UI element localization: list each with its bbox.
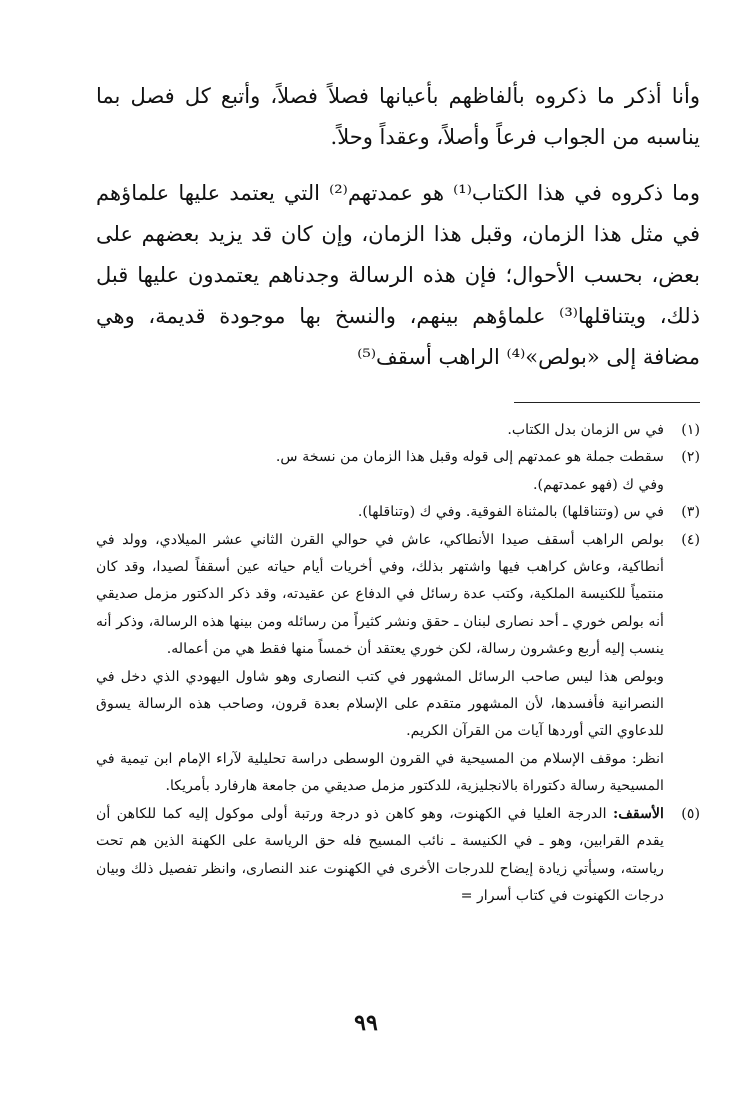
footnote-number: (٥) [681, 805, 700, 822]
footnote-term: الأسقف: [612, 805, 664, 822]
footnote-text: سقطت جملة هو عمدتهم إلى قوله وقبل هذا الزمان من نسخة س. [275, 449, 664, 466]
footnote-number: (٣) [681, 504, 700, 521]
footnote-number: (٤) [681, 531, 700, 548]
footnote-text: في س (وتتناقلها) بالمثناة الفوقية. وفي ك (وتناقلها). [357, 504, 664, 521]
footnote-4-reference: انظر: موقف الإسلام من المسيحية في القرون الوسطى دراسة تحليلية لآراء الإمام ابن تيمية في المسيحية رسالة دكتوراة بالانجليزية، للدكتور مزمل صديقي من جامعة هارفارد بأمريكا. [96, 750, 664, 795]
footnote-2 [96, 444, 700, 499]
footnote-3 [96, 499, 700, 526]
footnote-definition: الدرجة العليا في الكهنوت، وهو كاهن ذو درجة ورتبة أولى موكول إليه كما للكاهن أن يقدم القرابين، وهو ـ في الكنيسة ـ نائب المسيح فله حق الرياسة على الكهنة الذين هم تحت رياسته، وسيأتي زيادة إيضاح للدرجات الأخرى في الكهنوت عند النصارى، وانظر تفصيل ذلك وبيان درجات الكهنوت في كتاب أسرار = [96, 805, 664, 904]
footnote-number: (٢) [681, 449, 700, 466]
main-paragraph-1: وأنا أذكر ما ذكروه بألفاظهم بأعيانها فصلاً فصلاً، وأتبع كل فصل بما يناسبه من الجواب فرعاً وأصلاً، وعقداً وحلاً. [96, 84, 700, 149]
footnote-text: وفي ك (فهو عمدتهم). [533, 476, 664, 493]
main-text [96, 76, 700, 378]
main-paragraph-2: وما ذكروه في هذا الكتاب⁽¹⁾ هو عمدتهم⁽²⁾ التي يعتمد عليها علماؤهم في مثل هذا الزمان، وقبل هذا الزمان، وإن كان قد يزيد بعضهم على بعض، بحسب الأحوال؛ فإن هذه الرسالة وجدناهم يعتمدون عليها قبل ذلك، ويتناقلها⁽³⁾ علماؤهم بينهم، والنسخ بها موجودة قديمة، وهي مضافة إلى «بولص»⁽⁴⁾ الراهب أسقف⁽⁵⁾ [96, 181, 700, 369]
page [96, 76, 700, 910]
footnote-text: بولص الراهب أسقف صيدا الأنطاكي، عاش في حوالي القرن الثاني عشر الميلادي، وولد في أنطاكية، وعاش كراهب فيها واشتهر بذلك، وفي أخريات أيام حياته عين أسقفاً لصيدا، وقد كان منتمياً للكنيسة الملكية، وكتب عدة رسائل في الدفاع عن عقيدته، وقد ذكر الدكتور مزمل صديقي أنه بولص خوري ـ أحد نصارى لبنان ـ حقق ونشر كثيراً من رسائله ومن بينها هذه الرسالة، وذكر أنه ينسب إليه أربع وعشرون رسالة، لكن خوري يعتقد أن خمساً منها فقط هي من أعماله. [96, 531, 664, 658]
footnote-text: في س الزمان بدل الكتاب. [507, 422, 664, 438]
footnote-text [96, 801, 664, 911]
footnote-4-continuation: وبولص هذا ليس صاحب الرسائل المشهور في كتب النصارى وهو شاول اليهودي الذي دخل في النصرانية فأفسدها، لأن المشهور متقدم على الإسلام بعدة قرون، وصاحب هذه الرسالة يسوق للدعاوي التي أوردها آيات من القرآن الكريم. [96, 668, 664, 740]
footnotes [96, 417, 700, 910]
footnote-5 [96, 801, 700, 911]
page-number: ٩٩ [354, 1010, 378, 1036]
footnote-1 [96, 417, 700, 444]
footnote-separator [514, 402, 700, 403]
footnote-number: (١) [681, 422, 700, 438]
footnote-4 [96, 527, 700, 664]
